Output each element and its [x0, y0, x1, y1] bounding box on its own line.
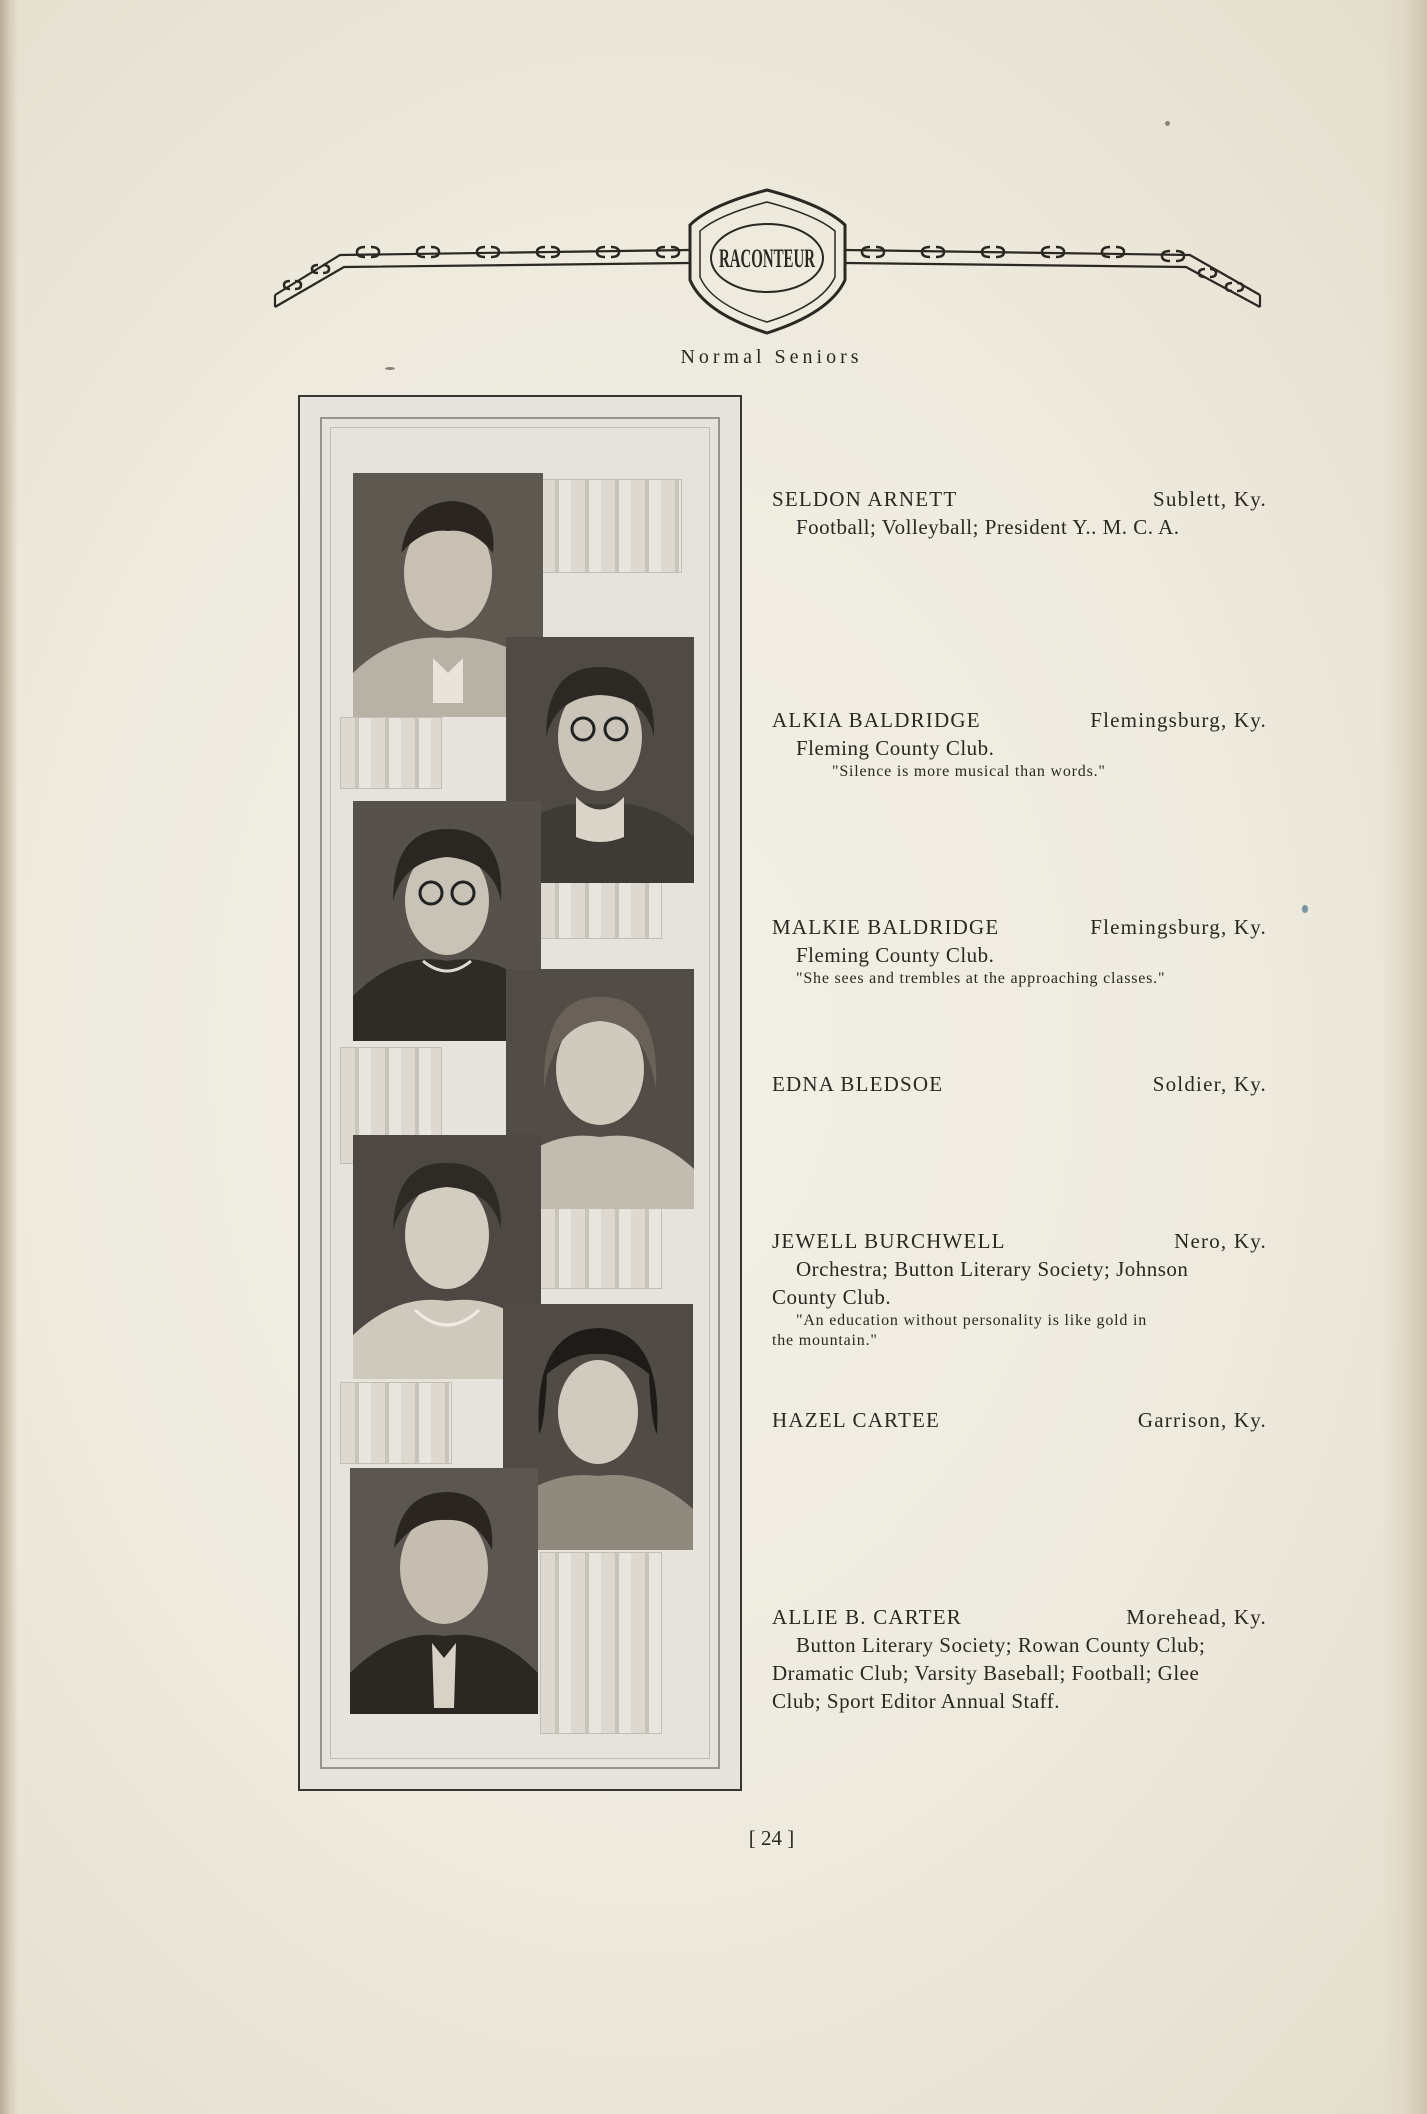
senior-name: SELDON ARNETT	[772, 487, 958, 511]
decorative-panel	[340, 717, 442, 789]
portrait-allie-b-carter	[350, 1468, 538, 1714]
senior-entry	[772, 706, 1267, 782]
senior-entry	[772, 913, 1267, 989]
emblem-text: RACONTEUR	[719, 244, 816, 273]
activities-line: Button Literary Society; Rowan County Club;	[796, 1633, 1206, 1657]
senior-hometown: Soldier, Ky.	[1152, 1072, 1267, 1096]
senior-activities: Football; Volleyball; President Y.. M. C. A.	[796, 515, 1180, 539]
activities-line: Dramatic Club; Varsity Baseball; Football; Glee	[772, 1661, 1200, 1685]
page-number: [ 24 ]	[748, 1826, 795, 1850]
ink-speck	[385, 367, 395, 370]
senior-quote: "Silence is more musical than words."	[832, 763, 1106, 780]
senior-name: JEWELL BURCHWELL	[772, 1229, 1006, 1253]
senior-quote: "She sees and trembles at the approaching classes."	[796, 970, 1166, 987]
page-right-edge	[1381, 0, 1427, 2114]
page-left-edge	[0, 0, 18, 2114]
activities-line: Orchestra; Button Literary Society; Johnson	[796, 1257, 1189, 1281]
portrait-panel	[298, 395, 742, 1791]
activities-line: County Club.	[772, 1285, 892, 1309]
senior-hometown: Nero, Ky.	[1174, 1229, 1267, 1253]
senior-entry	[772, 1070, 1267, 1098]
senior-hometown: Flemingsburg, Ky.	[1090, 915, 1267, 939]
section-title: Normal Seniors	[680, 346, 863, 368]
ink-speck	[1165, 121, 1170, 126]
senior-entry	[772, 1406, 1267, 1434]
raconteur-header-ornament	[270, 185, 1265, 335]
senior-name: MALKIE BALDRIDGE	[772, 915, 1000, 939]
activities-line: Club; Sport Editor Annual Staff.	[772, 1689, 1061, 1713]
senior-hometown: Garrison, Ky.	[1137, 1408, 1267, 1432]
decorative-panel	[540, 1552, 662, 1734]
senior-quote	[772, 1311, 1267, 1351]
senior-hometown: Sublett, Ky.	[1153, 487, 1267, 511]
senior-entry	[772, 1603, 1267, 1715]
senior-name: ALKIA BALDRIDGE	[772, 708, 981, 732]
quote-line: the mountain."	[772, 1332, 878, 1349]
senior-hometown: Morehead, Ky.	[1126, 1605, 1267, 1629]
senior-activities: Fleming County Club.	[796, 943, 995, 967]
senior-activities: Fleming County Club.	[796, 736, 995, 760]
senior-activities	[772, 1255, 1267, 1283]
decorative-panel	[340, 1382, 452, 1464]
decorative-panel	[540, 1207, 662, 1289]
ink-speck	[1302, 905, 1308, 913]
senior-hometown: Flemingsburg, Ky.	[1090, 708, 1267, 732]
senior-name: ALLIE B. CARTER	[772, 1605, 962, 1629]
senior-name: EDNA BLEDSOE	[772, 1072, 944, 1096]
senior-entry	[772, 485, 1267, 541]
quote-line: "An education without personality is like gold in	[796, 1312, 1148, 1329]
senior-name: HAZEL CARTEE	[772, 1408, 941, 1432]
senior-entry	[772, 1227, 1267, 1351]
